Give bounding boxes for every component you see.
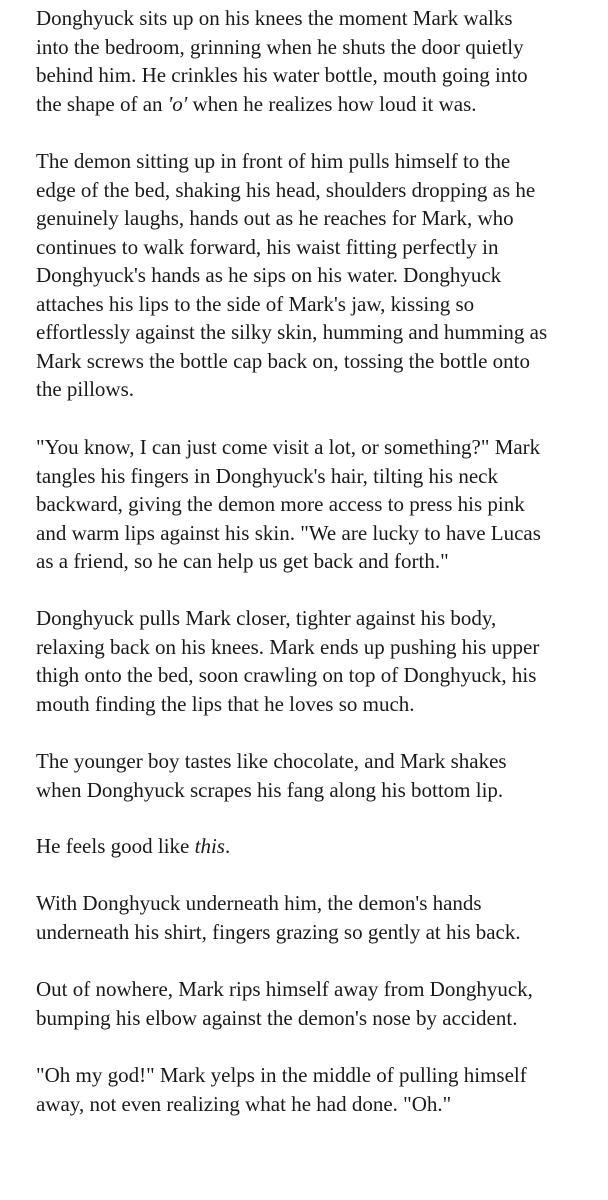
text-line: bumping his elbow against the demon's nose by accident. <box>36 1005 518 1030</box>
text-line: "Oh my god!" Mark yelps in the middle of pulling himself <box>36 1063 527 1087</box>
emphasis-text: this <box>194 834 225 858</box>
text-run: the shape of an <box>36 91 168 116</box>
text-line: Mark screws the bottle cap back on, tossing the bottle onto <box>36 348 530 373</box>
text-line: Out of nowhere, Mark rips himself away from Donghyuck, <box>36 977 533 1001</box>
text-line: The demon sitting up in front of him pulls himself to the <box>36 149 511 173</box>
text-run: when he realizes how loud it was. <box>187 91 477 116</box>
text-line: edge of the bed, shaking his head, shoulders dropping as he <box>36 177 536 202</box>
paragraph-4 <box>36 604 592 718</box>
text-line: when Donghyuck scrapes his fang along his bottom lip. <box>36 777 504 802</box>
text-line: continues to walk forward, his waist fitting perfectly in <box>36 234 499 259</box>
text-line: backward, giving the demon more access to press his pink <box>36 492 525 516</box>
text-line: Donghyuck pulls Mark closer, tighter against his body, <box>36 606 497 630</box>
paragraph-3 <box>36 433 592 576</box>
text-line: attaches his lips to the side of Mark's jaw, kissing so <box>36 291 475 316</box>
paragraph-8 <box>36 975 592 1032</box>
paragraph-7 <box>36 889 592 946</box>
text-line: genuinely laughs, hands out as he reaches for Mark, who <box>36 206 514 230</box>
text-line: into the bedroom, grinning when he shuts the door quietly <box>36 34 524 59</box>
text-line: as a friend, so he can help us get back and forth." <box>36 549 449 573</box>
text-run: . <box>224 834 231 858</box>
text-line: and warm lips against his skin. "We are lucky to have Lucas <box>36 520 541 545</box>
paragraph-5 <box>36 747 592 804</box>
text-line: underneath his shirt, fingers grazing so gently at his back. <box>36 919 521 944</box>
text-line <box>36 90 592 119</box>
text-line: "You know, I can just come visit a lot, or something?" Mark <box>36 435 541 459</box>
text-line: effortlessly against the silky skin, humming and humming as <box>36 320 548 344</box>
text-line: With Donghyuck underneath him, the demon's hands <box>36 891 482 915</box>
text-line: mouth finding the lips that he loves so much. <box>36 691 415 716</box>
paragraph-2 <box>36 147 592 404</box>
paragraph-9 <box>36 1061 592 1118</box>
emphasis-text: 'o' <box>167 91 188 116</box>
text-line: the pillows. <box>36 377 134 401</box>
text-line: Donghyuck sits up on his knees the moment Mark walks <box>36 6 513 30</box>
paragraph-1 <box>36 4 592 118</box>
text-line: behind him. He crinkles his water bottle, mouth going into <box>36 63 528 87</box>
text-line: Donghyuck's hands as he sips on his water. Donghyuck <box>36 263 502 287</box>
text-line: thigh onto the bed, soon crawling on top of Donghyuck, his <box>36 663 537 687</box>
text-run: He feels good like <box>36 834 195 858</box>
paragraph-6 <box>36 832 592 861</box>
text-line: away, not even realizing what he had done. "Oh." <box>36 1091 452 1116</box>
text-line: relaxing back on his knees. Mark ends up pushing his upper <box>36 634 540 659</box>
text-line <box>36 832 592 861</box>
text-line: The younger boy tastes like chocolate, and Mark shakes <box>36 749 507 773</box>
text-line: tangles his fingers in Donghyuck's hair, tilting his neck <box>36 463 498 488</box>
